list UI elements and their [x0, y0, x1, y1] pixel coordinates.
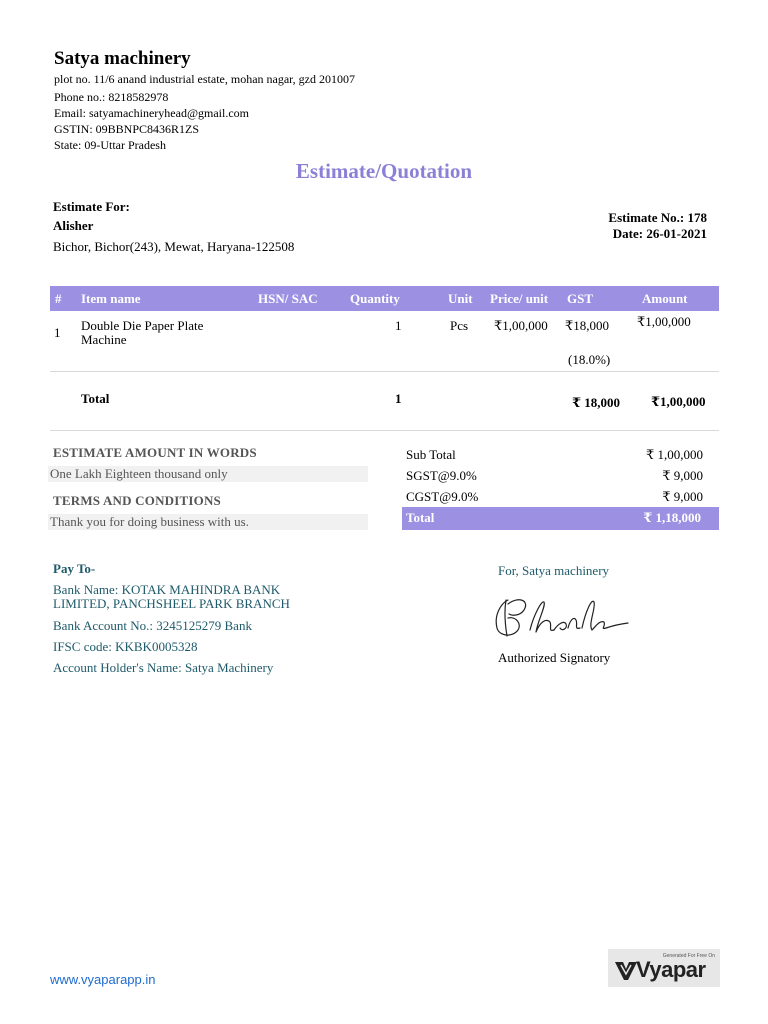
terms-value: Thank you for doing business with us. [48, 514, 368, 530]
amount-in-words-heading: ESTIMATE AMOUNT IN WORDS [53, 445, 257, 460]
items-table-header [50, 286, 719, 311]
authorized-signatory: Authorized Signatory [498, 650, 611, 665]
estimate-date: Date: 26-01-2021 [612, 226, 707, 241]
total-gst: ₹ 18,000 [572, 395, 621, 410]
row-quantity: 1 [395, 318, 402, 333]
document-title: Estimate/Quotation [295, 159, 473, 183]
logo-tagline: Generated For Free On [662, 953, 715, 959]
subtotal-label: Sub Total [406, 447, 456, 462]
table-bottom-divider [50, 430, 719, 431]
bank-name-line2: LIMITED, PANCHSHEEL PARK BRANCH [53, 596, 290, 611]
col-header-quantity: Quantity [350, 291, 400, 306]
summary-total-label: Total [406, 510, 435, 525]
company-state: State: 09-Uttar Pradesh [54, 138, 166, 152]
bank-account: Bank Account No.: 3245125279 Bank [53, 618, 252, 633]
col-header-hsn: HSN/ SAC [258, 291, 318, 306]
estimate-number: Estimate No.: 178 [608, 210, 707, 225]
row-amount: ₹1,00,000 [637, 314, 691, 329]
sgst-value: ₹ 9,000 [662, 468, 703, 483]
estimate-for-label: Estimate For: [53, 199, 130, 214]
total-quantity: 1 [395, 391, 402, 406]
col-header-item: Item name [81, 291, 141, 306]
ifsc-code: IFSC code: KKBK0005328 [53, 639, 198, 654]
cgst-label: CGST@9.0% [406, 489, 479, 504]
company-phone: Phone no.: 8218582978 [54, 90, 169, 104]
row-item-name-line2: Machine [81, 332, 127, 347]
company-gstin: GSTIN: 09BBNPC8436R1ZS [54, 122, 200, 136]
customer-name: Alisher [53, 218, 94, 233]
bank-name-line1: Bank Name: KOTAK MAHINDRA BANK [53, 582, 281, 597]
subtotal-value: ₹ 1,00,000 [645, 447, 703, 462]
total-label: Total [81, 391, 110, 406]
col-header-index: # [55, 291, 62, 306]
company-name: Satya machinery [54, 48, 191, 69]
logo-name: Vyapar [636, 957, 706, 982]
total-amount: ₹1,00,000 [651, 394, 706, 409]
row-price: ₹1,00,000 [494, 318, 548, 333]
row-divider [50, 371, 719, 372]
company-address: plot no. 11/6 anand industrial estate, mohan nagar, gzd 201007 [54, 72, 356, 86]
col-header-gst: GST [567, 291, 594, 306]
terms-heading: TERMS AND CONDITIONS [53, 493, 221, 508]
signature-image [488, 590, 633, 642]
cgst-value: ₹ 9,000 [662, 489, 703, 504]
company-email: Email: satyamachineryhead@gmail.com [54, 106, 249, 120]
col-header-unit: Unit [448, 291, 473, 306]
summary-total-bar [402, 507, 719, 530]
pay-to-heading: Pay To- [53, 561, 96, 576]
summary-total-value: ₹ 1,18,000 [643, 510, 701, 525]
customer-address: Bichor, Bichor(243), Mewat, Haryana-122508 [53, 239, 295, 254]
account-holder: Account Holder's Name: Satya Machinery [53, 660, 274, 675]
sgst-label: SGST@9.0% [406, 468, 477, 483]
row-gst: ₹18,000 [565, 318, 610, 333]
row-index: 1 [54, 325, 61, 340]
row-item-name-line1: Double Die Paper Plate [81, 318, 204, 333]
vyapar-mark-icon [615, 962, 637, 980]
vyapar-logo [608, 949, 720, 987]
row-unit: Pcs [450, 318, 469, 333]
signature-for-label: For, Satya machinery [498, 563, 610, 578]
col-header-price: Price/ unit [490, 291, 549, 306]
col-header-amount: Amount [642, 291, 688, 306]
row-gst-rate: (18.0%) [568, 352, 611, 367]
amount-in-words-value: One Lakh Eighteen thousand only [48, 466, 368, 482]
website-link[interactable]: www.vyaparapp.in [50, 972, 156, 987]
